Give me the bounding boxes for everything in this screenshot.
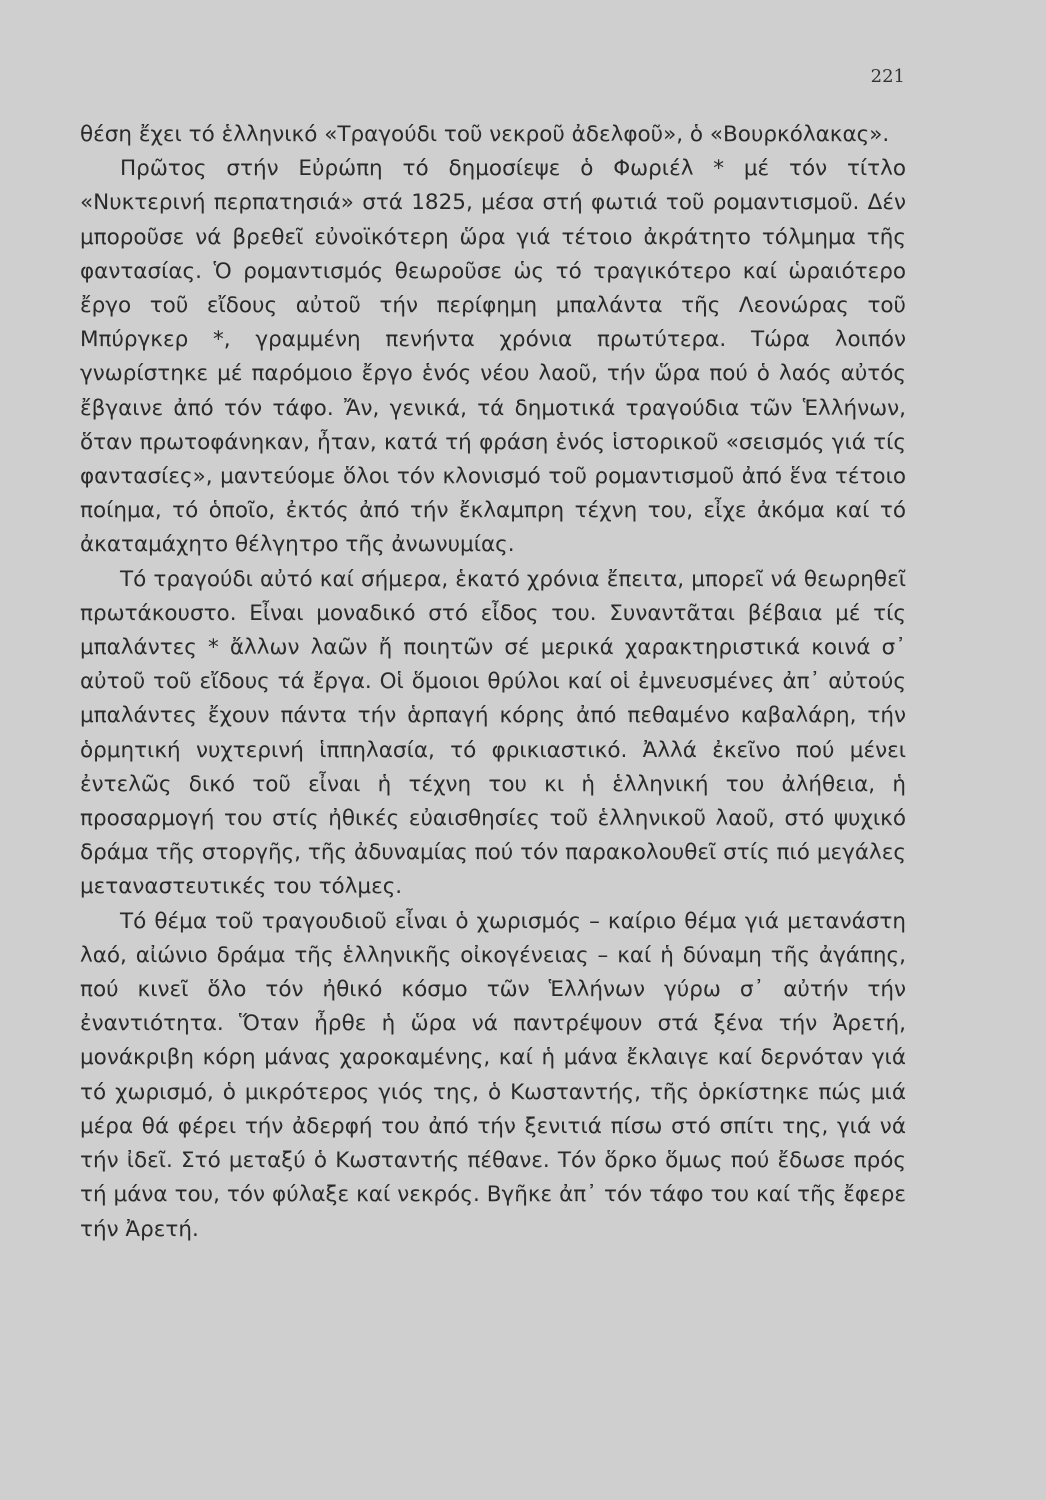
paragraph-3: Τό τραγούδι αὐτό καί σήμερα, ἑκατό χρόνια ἔπειτα, μπορεῖ νά θεωρηθεῖ πρωτάκουστο. Εἶναι μοναδικό στό εἶδος του. Συναντᾶται βέβαια μέ τίς μπαλάντες * ἄλλων λαῶν ἤ ποιητῶν σέ μερικά χαρακτηριστικά κοινά σ᾽ αὐτοῦ τοῦ εἴδους τά ἔργα. Οἱ ὅμοιοι θρύλοι καί οἱ ἐμνευσμένες ἀπ᾽ αὐτούς μπαλάντες ἔχουν πάντα τήν ἁρπαγή κόρης ἀπό πεθαμένο καβαλάρη, τήν ὁρμητική νυχτερινή ἱππηλασία, τό φρικιαστικό. Ἀλλά ἐκεῖνο πού μένει ἐντελῶς δικό τοῦ εἶναι ἡ τέχνη του κι ἡ ἑλληνική του ἀλήθεια, ἡ προσαρμογή του στίς ἠθικές εὐαισθησίες τοῦ ἑλληνικοῦ λαοῦ, στό ψυχικό δράμα τῆς στοργῆς, τῆς ἀδυναμίας πού τόν παρακολουθεῖ στίς πιό μεγάλες μεταναστευτικές του τόλμες. — [80, 566, 906, 900]
paragraph-1: θέση ἔχει τό ἑλληνικό «Τραγούδι τοῦ νεκροῦ ἀδελφοῦ», ὁ «Βουρκόλακας». — [80, 122, 890, 147]
body-text — [80, 118, 906, 1247]
page-number: 221 — [870, 66, 905, 87]
paragraph-4: Τό θέμα τοῦ τραγουδιοῦ εἶναι ὁ χωρισμός – καίριο θέμα γιά μετανάστη λαό, αἰώνιο δράμα τῆς ἑλληνικῆς οἰκογένειας – καί ἡ δύναμη τῆς ἀγάπης, πού κινεῖ ὅλο τόν ἠθικό κόσμο τῶν Ἑλλήνων γύρω σ᾽ αὐτήν τήν ἐναντιότητα. Ὅταν ἦρθε ἡ ὥρα νά παντρέψουν στά ξένα τήν Ἀρετή, μονάκριβη κόρη μάνας χαροκαμένης, καί ἡ μάνα ἔκλαιγε καί δερνόταν γιά τό χωρισμό, ὁ μικρότερος γιός της, ὁ Κωσταντής, τῆς ὁρκίστηκε πώς μιά μέρα θά φέρει τήν ἀδερφή του ἀπό τήν ξενιτιά πίσω στό σπίτι της, γιά νά τήν ἰδεῖ. Στό μεταξύ ὁ Κωσταντής πέθανε. Τόν ὅρκο ὅμως πού ἔδωσε πρός τή μάνα του, τόν φύλαξε καί νεκρός. Βγῆκε ἀπ᾽ τόν τάφο του καί τῆς ἔφερε τήν Ἀρετή. — [80, 908, 906, 1242]
paragraph-2: Πρῶτος στήν Εὐρώπη τό δημοσίεψε ὁ Φωριέλ * μέ τόν τίτλο «Νυκτερινή περπατησιά» στά 1825, μέσα στή φωτιά τοῦ ρομαντισμοῦ. Δέν μποροῦσε νά βρεθεῖ εὐνοϊκότερη ὥρα γιά τέτοιο ἀκράτητο τόλμημα τῆς φαντασίας. Ὁ ρομαντισμός θεωροῦσε ὡς τό τραγικότερο καί ὡραιότερο ἔργο τοῦ εἴδους αὐτοῦ τήν περίφημη μπαλάντα τῆς Λεονώρας τοῦ Μπύργκερ *, γραμμένη πενήντα χρόνια πρωτύτερα. Τώρα λοιπόν γνωρίστηκε μέ παρόμοιο ἔργο ἑνός νέου λαοῦ, τήν ὥρα πού ὁ λαός αὐτός ἔβγαινε ἀπό τόν τάφο. Ἄν, γενικά, τά δημοτικά τραγούδια τῶν Ἑλλήνων, ὅταν πρωτοφάνηκαν, ἦταν, κατά τή φράση ἑνός ἱστορικοῦ «σεισμός γιά τίς φαντασίες», μαντεύομε ὅλοι τόν κλονισμό τοῦ ρομαντισμοῦ ἀπό ἕνα τέτοιο ποίημα, τό ὁποῖο, ἐκτός ἀπό τήν ἔκλαμπρη τέχνη του, εἶχε ἀκόμα καί τό ἀκαταμάχητο θέλγητρο τῆς ἀνωνυμίας. — [80, 156, 906, 558]
